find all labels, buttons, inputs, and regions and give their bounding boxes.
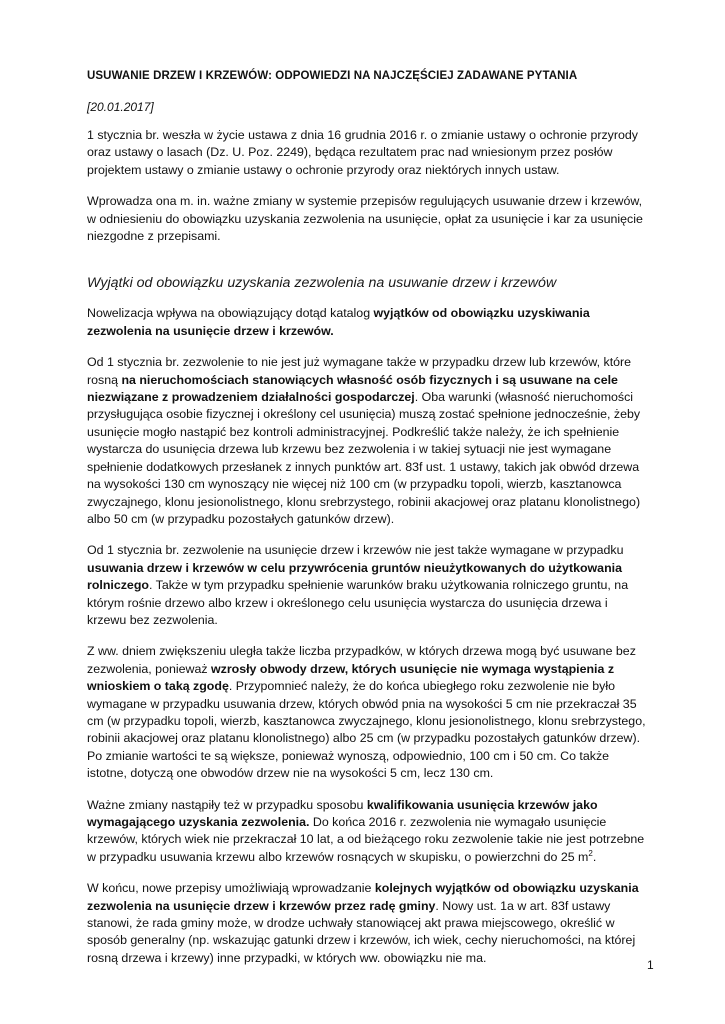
text-span: Od 1 stycznia br. zezwolenie na usunięcie drzew i krzewów nie jest także wymagane w przypadku [87, 543, 624, 558]
text-span: . Przypomnieć należy, że do końca ubiegłego roku zezwolenie nie było wymagane w przypadku usuwania drzew, których obwód pnia na wysokości 5 cm nie przekraczał 35 cm (w przypadku topoli, wierzb, kasztanowca zwyczajnego, klonu jesionolistnego, klonu srebrzystego, robinii akacjowej oraz platanu klonolistnego) albo 25 cm (w przypadku pozostałych gatunków drzew). Po zmianie wartości te są większe, ponieważ wynoszą, odpowiednio, 100 cm i 50 cm. Co także istotne, dotyczą one obwodów drzew nie na wysokości 5 cm, lecz 130 cm. [87, 679, 646, 781]
text-span: Nowelizacja wpływa na obowiązujący dotąd katalog [87, 306, 374, 321]
paragraph-natural-persons [87, 354, 647, 528]
intro-paragraph-1: 1 stycznia br. weszła w życie ustawa z dnia 16 grudnia 2016 r. o zmianie ustawy o ochronie przyrody oraz ustawy o lasach (Dz. U. Poz. 2249), będąca rezultatem prac nad wniesionym przez posłów projektem ustawy o zmianie ustawy o ochronie przyrody oraz niektórych innych ustaw. [87, 128, 638, 177]
page-number: 1 [647, 958, 654, 972]
text-span: . Oba warunki (własność nieruchomości przysługująca osobie fizycznej i określony cel usunięcia) muszą zostać spełnione jednocześnie, żeby usunięcie mogło nastąpić bez kontroli administracyjnej. Podkreślić także należy, że ich spełnienie wystarcza do usunięcia drzewa lub krzewu bez zezwolenia i w takiej sytuacji nie jest wymagane spełnienie dodatkowych przesłanek z innych punktów art. 83f ust. 1 ustawy, takich jak obwód drzewa na wysokości 130 cm wynoszący nie więcej niż 100 cm (w przypadku topoli, wierzb, kasztanowca zwyczajnego, klonu jesionolistnego, klonu srebrzystego, robinii akacjowej oraz platanu klonolistnego) albo 50 cm (w przypadku pozostałych gatunków drzew). [87, 390, 641, 526]
text-span: . [592, 849, 597, 864]
text-span: Od 1 stycznia br. zezwolenie to nie jest już wymagane także w przypadku drzew lub krzewów, które rosną [87, 355, 632, 387]
text-span: Ważne zmiany nastąpiły też w przypadku sposobu [87, 797, 367, 812]
text-span: Do końca 2016 r. zezwolenia nie wymagało usunięcie krzewów, których wiek nie przekraczał 10 lat, a od bieżącego roku zezwolenie takie nie jest potrzebne w przypadku usuwania krzewu albo krzewów rosnących w skupisku, o powierzchni do 25 m [87, 815, 645, 864]
paragraph-shrubs-qualification [87, 797, 647, 867]
document-date: [20.01.2017] [87, 100, 154, 114]
paragraph-municipal-council [87, 880, 647, 967]
bold-span: kolejnych wyjątków od obowiązku uzyskania zezwolenia na usunięcie drzew i krzewów przez radę gminy [87, 881, 639, 913]
text-span: . Nowy ust. 1a w art. 83f ustawy stanowi, że rada gminy może, w drodze uchwały stanowiącej akt prawa miejscowego, określić w sposób generalny (np. wskazując gatunki drzew i krzewów, ich wiek, cechy nieruchomości, na której rosną drzewa i krzewy) inne przypadki, w których ww. obowiązku nie ma. [87, 898, 636, 965]
bold-span: wyjątków od obowiązku uzyskiwania zezwolenia na usunięcie drzew i krzewów. [87, 306, 590, 338]
superscript: 2 [588, 848, 593, 858]
bold-span: usuwania drzew i krzewów w celu przywrócenia gruntów nieużytkowanych do użytkowania rolniczego [87, 560, 622, 593]
paragraph-exceptions-catalog [87, 305, 647, 340]
intro-paragraph-2: Wprowadza ona m. in. ważne zmiany w systemie przepisów regulujących usuwanie drzew i krzewów, w odniesieniu do obowiązku uzyskania zezwolenia na usunięcie, opłat za usunięcie i kar za usunięcie niezgodne z przepisami. [87, 194, 643, 244]
paragraph-trunk-circumference [87, 643, 647, 782]
document-body [87, 70, 647, 981]
bold-span: kwalifikowania usunięcia krzewów jako wymagającego uzyskania zezwolenia. [87, 797, 598, 829]
text-span: W końcu, nowe przepisy umożliwiają wprowadzanie [87, 881, 375, 896]
bold-span: na nieruchomościach stanowiących własność osób fizycznych i są usuwane na cele niezwiązane z prowadzeniem działalności gospodarczej [87, 372, 618, 405]
text-span: . Także w tym przypadku spełnienie warunków braku użytkowania rolniczego gruntu, na którym rośnie drzewo albo krzew i określonego celu usunięcia wystarcza do usunięcia drzewa i krzewu bez zezwolenia. [87, 578, 629, 627]
text-span: Z ww. dniem zwiększeniu uległa także liczba przypadków, w których drzewa mogą być usuwane bez zezwolenia, ponieważ [87, 644, 636, 676]
document-title: USUWANIE DRZEW I KRZEWÓW: ODPOWIEDZI NA NAJCZĘŚCIEJ ZADAWANE PYTANIA [87, 70, 578, 82]
bold-span: wzrosły obwody drzew, których usunięcie nie wymaga wystąpienia z wnioskiem o taką zgodę [87, 661, 615, 694]
paragraph-agricultural-land [87, 542, 647, 629]
section-heading: Wyjątki od obowiązku uzyskania zezwolenia na usuwanie drzew i krzewów [87, 275, 557, 292]
